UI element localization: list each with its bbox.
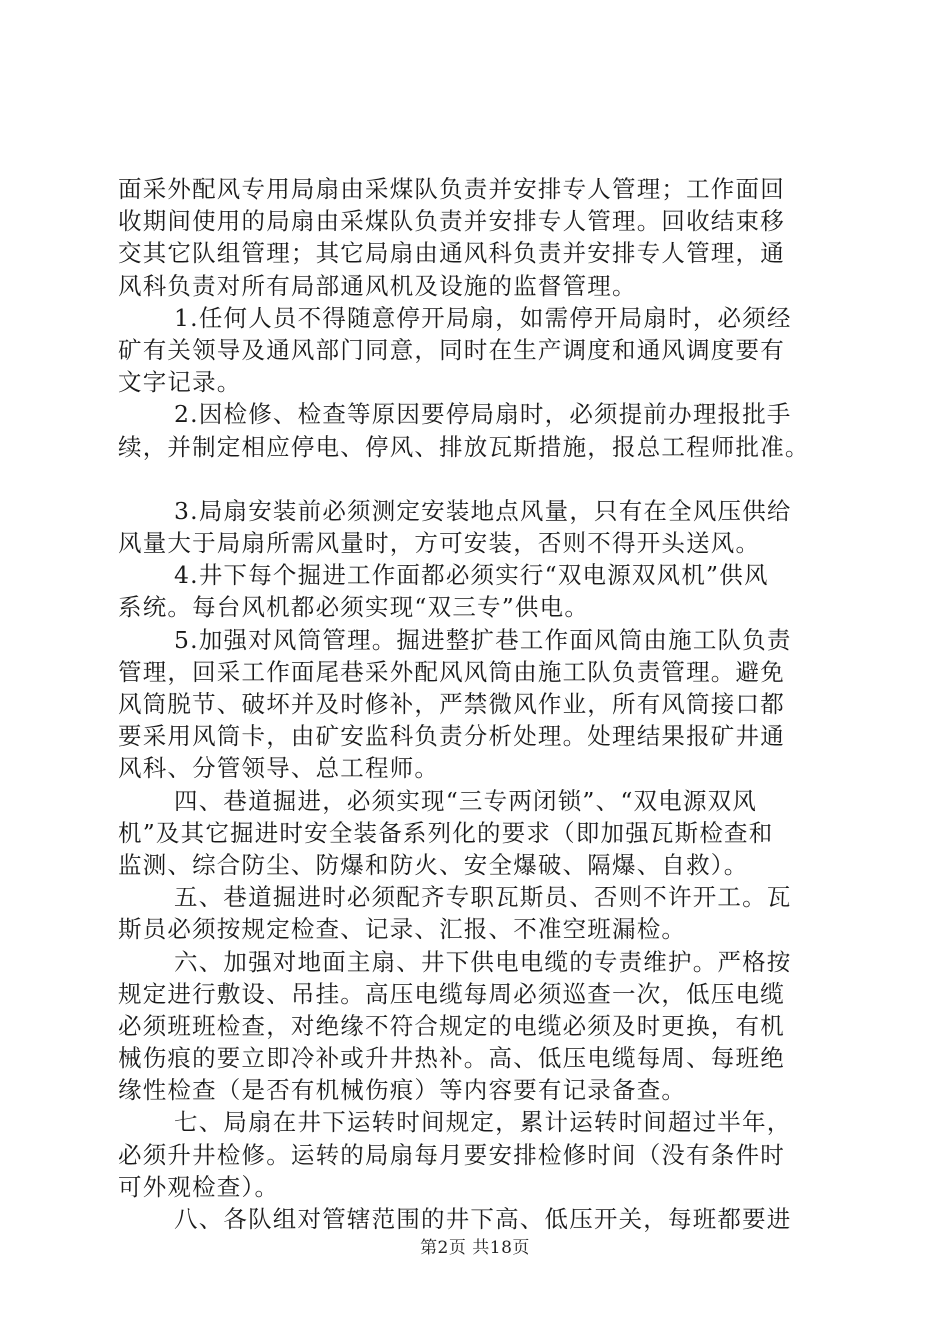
text-line: 4.井下每个掘进工作面都必须实行“双电源双风机”供风 (174, 561, 769, 590)
text-line: 缘性检查（是否有机械伤痕）等内容要有记录备查。 (118, 1076, 687, 1105)
text-line: 规定进行敷设、吊挂。高压电缆每周必须巡查一次，低压电缆 (118, 979, 785, 1008)
text-line: 五、巷道掘进时必须配齐专职瓦斯员、否则不许开工。瓦 (174, 883, 792, 912)
text-line: 文字记录。 (118, 368, 242, 397)
text-line: 可外观检查）。 (118, 1172, 280, 1201)
text-line: 收期间使用的局扇由采煤队负责并安排专人管理。回收结束移 (118, 207, 785, 236)
text-line: 矿有关领导及通风部门同意，同时在生产调度和通风调度要有 (118, 335, 785, 364)
text-line: 3.局扇安装前必须测定安装地点风量，只有在全风压供给 (174, 496, 792, 525)
text-line: 续，并制定相应停电、停风、排放瓦斯措施，报总工程师批准。 (118, 432, 810, 461)
text-line: 必须升井检修。运转的局扇每月要安排检修时间（没有条件时 (118, 1140, 785, 1169)
text-line: 四、巷道掘进，必须实现“三专两闭锁”、“双电源双风 (174, 786, 758, 815)
text-line: 六、加强对地面主扇、井下供电电缆的专责维护。严格按 (174, 947, 792, 976)
text-line: 1.任何人员不得随意停开局扇，如需停开局扇时，必须经 (174, 303, 792, 332)
page-footer: 第2页 共18页 (420, 1238, 530, 1258)
text-line: 风科负责对所有局部通风机及设施的监督管理。 (118, 271, 637, 300)
text-line: 要采用风筒卡，由矿安监科负责分析处理。处理结果报矿井通 (118, 722, 785, 751)
text-line: 5.加强对风筒管理。掘进整扩巷工作面风筒由施工队负责 (174, 625, 792, 654)
text-line: 械伤痕的要立即冷补或升井热补。高、低压电缆每周、每班绝 (118, 1044, 785, 1073)
text-line: 系统。每台风机都必须实现“双三专”供电。 (118, 593, 590, 622)
text-line: 七、局扇在井下运转时间规定，累计运转时间超过半年， (174, 1108, 792, 1137)
text-line: 风筒脱节、破坏并及时修补，严禁微风作业，所有风筒接口都 (118, 690, 785, 718)
text-line: 交其它队组管理；其它局扇由通风科负责并安排专人管理，通 (118, 239, 785, 268)
text-line: 面采外配风专用局扇由采煤队负责并安排专人管理；工作面回 (118, 175, 785, 203)
document-body (118, 173, 844, 1235)
text-line: 风科、分管领导、总工程师。 (118, 754, 440, 783)
text-line: 监测、综合防尘、防爆和防火、安全爆破、隔爆、自救）。 (118, 850, 749, 879)
text-line: 八、各队组对管辖范围的井下高、低压开关，每班都要进 (174, 1205, 792, 1233)
text-line: 管理，回采工作面尾巷采外配风风筒由施工队负责管理。避免 (118, 657, 785, 686)
blank-line (118, 463, 844, 495)
text-line: 必须班班检查，对绝缘不符合规定的电缆必须及时更换，有机 (118, 1011, 785, 1040)
text-line: 风量大于局扇所需风量时，方可安装，否则不得开头送风。 (118, 529, 761, 558)
text-line: 斯员必须按规定检查、记录、汇报、不准空班漏检。 (118, 915, 687, 944)
text-line: 机”及其它掘进时安全装备系列化的要求（即加强瓦斯检查和 (118, 818, 774, 847)
text-line: 2.因检修、检查等原因要停局扇时，必须提前办理报批手 (174, 400, 792, 429)
